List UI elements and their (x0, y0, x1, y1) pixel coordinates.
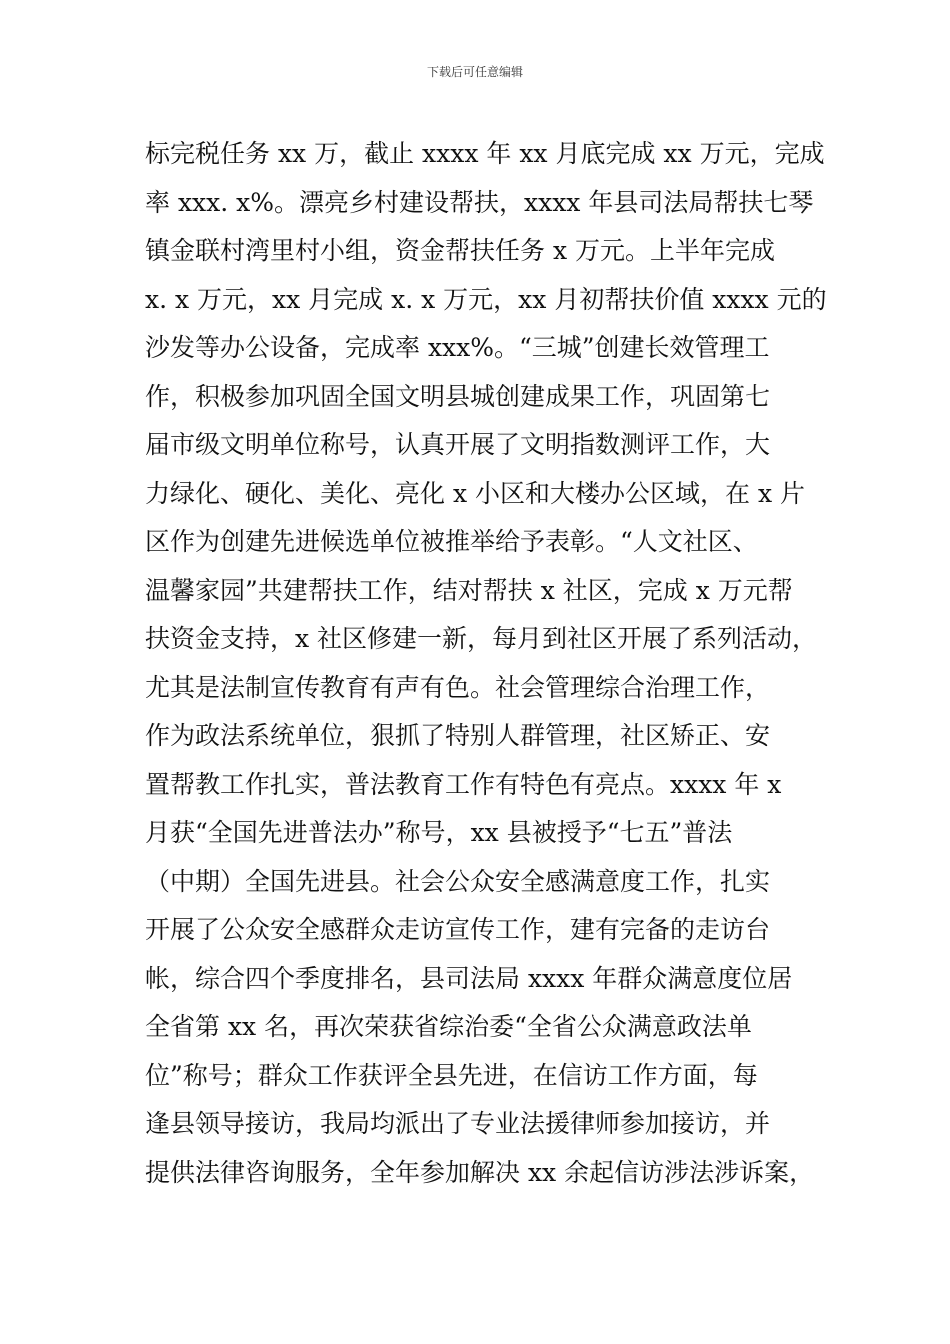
body-text (145, 130, 835, 1197)
text-line: 率 xxx. x%。漂亮乡村建设帮扶，xxxx 年县司法局帮扶七琴 (145, 187, 814, 217)
text-line: 置帮教工作扎实，普法教育工作有特色有亮点。xxxx 年 x (145, 769, 782, 799)
text-line: 力绿化、硬化、美化、亮化 x 小区和大楼办公区域，在 x 片 (145, 478, 805, 508)
text-line: 区作为创建先进候选单位被推举给予表彰。“人文社区、 (145, 527, 758, 556)
text-line: 位”称号；群众工作获评全县先进，在信访工作方面，每 (145, 1060, 758, 1090)
text-line: 沙发等办公设备，完成率 xxx%。“三城”创建长效管理工 (145, 333, 770, 362)
text-line: 月获“全国先进普法办”称号，xx 县被授予“七五”普法 (145, 818, 733, 847)
text-line: 镇金联村湾里村小组，资金帮扶任务 x 万元。上半年完成 (145, 236, 775, 265)
text-line: 开展了公众安全感群众走访宣传工作，建有完备的走访台 (145, 915, 771, 944)
text-line: 提供法律咨询服务，全年参加解决 xx 余起信访涉法涉诉案， (145, 1157, 815, 1187)
text-line: 作为政法系统单位，狠抓了特别人群管理，社区矫正、安 (145, 721, 771, 750)
header-note: 下载后可任意编辑 (426, 65, 523, 79)
text-line: 作，积极参加巩固全国文明县城创建成果工作，巩固第七 (145, 381, 771, 411)
text-line: 全省第 xx 名，再次荣获省综治委“全省公众满意政法单 (145, 1012, 752, 1041)
text-line: x. x 万元，xx 月完成 x. x 万元，xx 月初帮扶价值 xxxx 元的 (145, 284, 827, 314)
text-line: 帐，综合四个季度排名，县司法局 xxxx 年群众满意度位居 (145, 963, 793, 993)
text-line: 届市级文明单位称号，认真开展了文明指数测评工作，大 (145, 430, 771, 459)
text-line: 标完税任务 xx 万，截止 xxxx 年 xx 月底完成 xx 万元，完成 (145, 139, 825, 168)
text-line: 温馨家园”共建帮扶工作，结对帮扶 x 社区，完成 x 万元帮 (145, 575, 793, 605)
text-line: 尤其是法制宣传教育有声有色。社会管理综合治理工作， (145, 672, 771, 702)
text-line: 扶资金支持，x 社区修建一新，每月到社区开展了系列活动， (145, 624, 818, 653)
text-line: 逢县领导接访，我局均派出了专业法援律师参加接访，并 (145, 1109, 771, 1138)
text-line: （中期）全国先进县。社会公众安全感满意度工作，扎实 (145, 866, 771, 896)
